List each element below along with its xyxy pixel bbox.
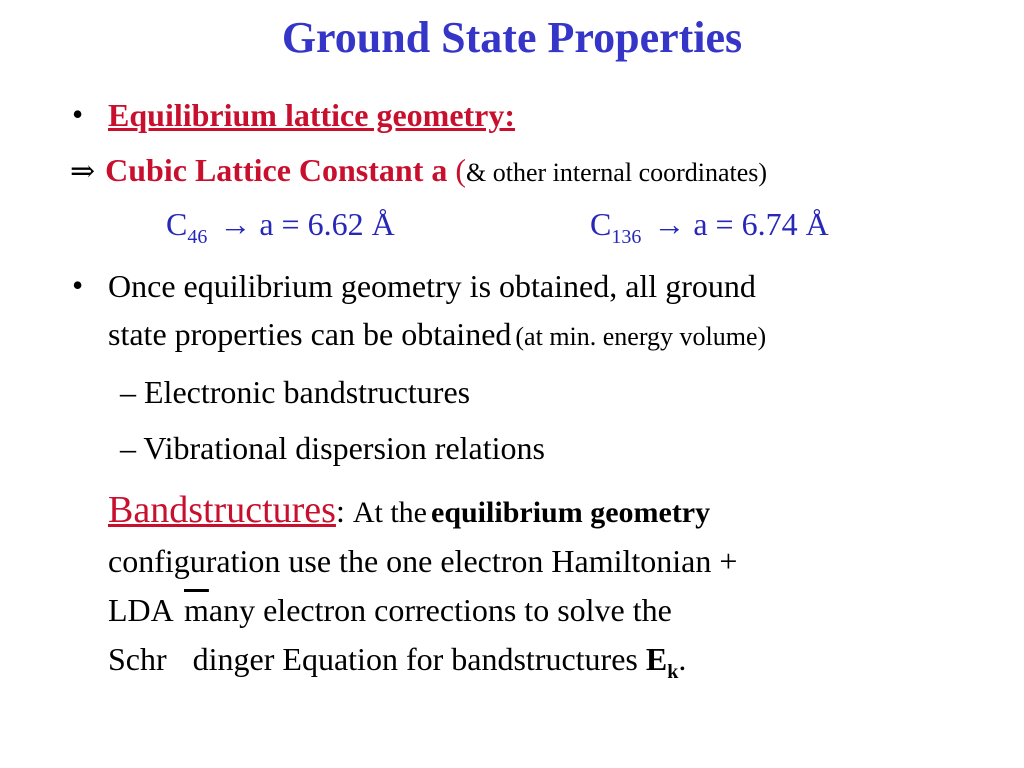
subitem-electronic xyxy=(120,374,470,411)
slide-title: Ground State Properties xyxy=(281,13,743,62)
c46-arrow: → xyxy=(219,206,252,242)
c136-arrow: → xyxy=(653,206,686,242)
subitem-text: Vibrational dispersion relations xyxy=(143,430,545,466)
bullet2-line2 xyxy=(108,316,766,353)
paren-open: ( xyxy=(455,152,467,188)
c46-value: a = 6.62 Å xyxy=(259,206,395,242)
coordinates-note: & other internal coordinates) xyxy=(466,158,768,187)
subitem-vibrational xyxy=(120,430,545,467)
lattice-c46 xyxy=(166,206,395,248)
bandstructures-heading: Bandstructures xyxy=(108,489,336,531)
schr-text: Schr xyxy=(108,641,167,677)
c136-subscript: 136 xyxy=(611,226,642,248)
bandstructures-line3 xyxy=(108,592,672,629)
bullet2-line1: Once equilibrium geometry is obtained, all ground xyxy=(108,268,756,304)
energy-volume-note: (at min. energy volume) xyxy=(515,322,767,351)
bullet-marker: • xyxy=(72,267,84,303)
c46-subscript: 46 xyxy=(187,226,208,248)
dash-marker: – xyxy=(120,430,136,466)
many-electron-text: any electron corrections to solve the xyxy=(208,592,672,628)
bandstructures-line1 xyxy=(108,488,710,532)
c46-letter: C xyxy=(166,206,188,242)
subitem-text: Electronic bandstructures xyxy=(144,374,471,410)
bandstructures-colon: : xyxy=(335,493,345,529)
lda-text: LDA xyxy=(108,592,172,628)
bullet2-line2-main: state properties can be obtained xyxy=(108,316,512,352)
c136-letter: C xyxy=(590,206,612,242)
implies-arrow: ⇒ xyxy=(70,155,96,188)
cubic-lattice-label: Cubic Lattice Constant a xyxy=(105,152,448,188)
dash-marker: – xyxy=(120,374,136,410)
ek-subscript: k xyxy=(667,661,679,683)
equilibrium-heading: Equilibrium lattice geometry: xyxy=(108,97,516,133)
dinger-text: dinger Equation for bandstructures xyxy=(192,641,638,677)
bullet-marker: • xyxy=(72,96,84,132)
ek-letter: E xyxy=(645,641,668,677)
lattice-c136 xyxy=(590,206,829,248)
at-the-text: At the xyxy=(352,496,427,529)
c136-value: a = 6.74 Å xyxy=(693,206,829,242)
overbar-m: $\overline{m}$ xyxy=(184,592,209,628)
bandstructures-line2: configuration use the one electron Hamiltonian + xyxy=(108,543,738,579)
bandstructures-line4 xyxy=(108,641,687,683)
ek-period: . xyxy=(678,641,687,677)
equilibrium-geometry-phrase: equilibrium geometry xyxy=(431,496,711,529)
implies-line xyxy=(70,152,767,189)
